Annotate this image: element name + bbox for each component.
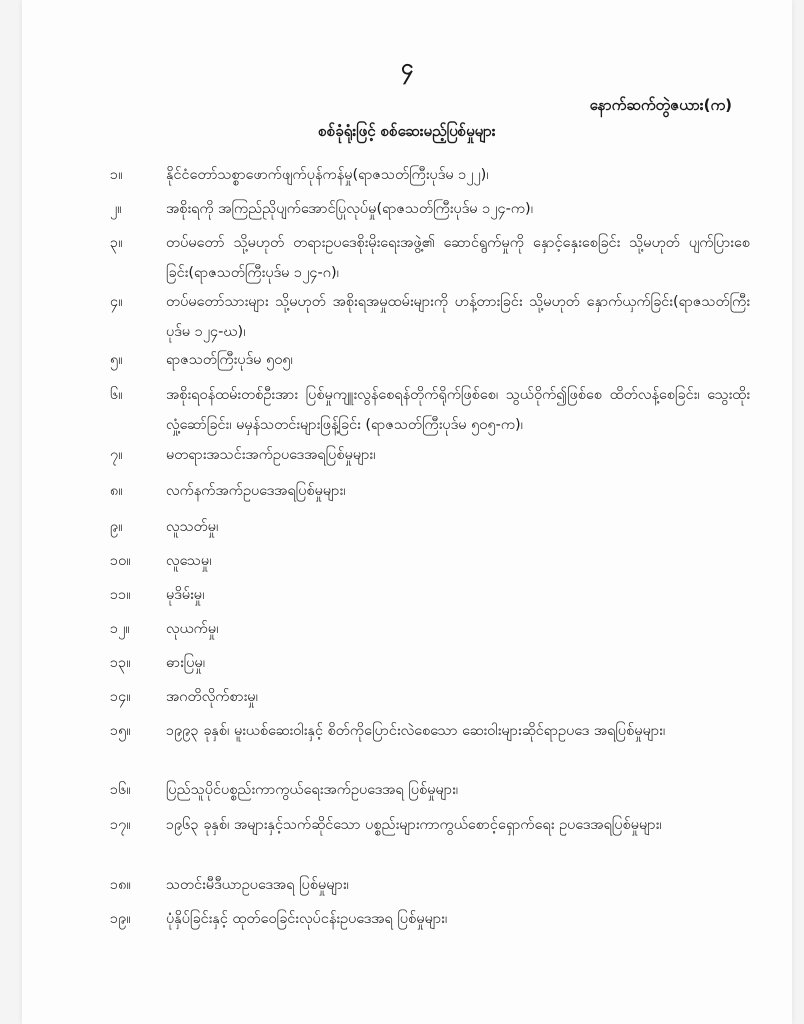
- item-number: ၃။: [110, 235, 123, 251]
- list-item: [110, 810, 750, 840]
- item-number: ၁။: [110, 167, 123, 183]
- list-item: [110, 440, 750, 470]
- item-number: ၈။: [110, 483, 123, 499]
- item-number: ၁၁။: [110, 587, 131, 603]
- item-text: အစိုးရကို အကြည်ညိုပျက်အောင်ပြုလုပ်မှု(ရာဇသတ်ကြီးပုဒ်မ ၁၂၄-က)၊: [166, 201, 534, 217]
- item-text: လက်နက်အက်ဥပဒေအရပြစ်မှုများ၊: [166, 483, 346, 499]
- item-text: ရာဇသတ်ကြီးပုဒ်မ ၅၀၅၊: [166, 352, 293, 368]
- list-item: [110, 380, 750, 440]
- item-number: ၁၅။: [110, 723, 131, 739]
- item-text: မုဒိမ်းမှု၊: [166, 587, 205, 603]
- list-item: [110, 512, 750, 542]
- item-number: ၆။: [110, 387, 123, 403]
- item-text: တပ်မတော်သားများ သို့မဟုတ် အစိုးရအမှုထမ်းများကို ဟန့်တားခြင်း သို့မဟုတ် နှောက်ယှက်ခြင်း(ရာဇသတ်ကြီးပုဒ်မ ၁၂၄-ဃ)၊: [166, 294, 750, 340]
- item-number: ၁၉။: [110, 911, 131, 927]
- item-number: ၅။: [110, 352, 123, 368]
- item-text: လုယက်မှု၊: [166, 621, 219, 637]
- item-text: လူသေမှု၊: [166, 553, 212, 569]
- item-text: ၁၉၆၃ ခုနှစ်၊ အများနှင့်သက်ဆိုင်သော ပစ္စည်းများကာကွယ်စောင့်ရှောက်ရေး ဥပဒေအရပြစ်မှုများ၊: [166, 817, 662, 833]
- item-number: ၁၂။: [110, 621, 130, 637]
- item-text: အစိုးရဝန်ထမ်းတစ်ဦးအား ပြစ်မှုကျူးလွန်စေရန်တိုက်ရိုက်ဖြစ်စေ၊ သွယ်ဝိုက်၍ဖြစ်စေ ထိတ်လန့်စေခြင်း၊ သွေးထိုးလှုံ့ဆော်ခြင်း၊ မမှန်သတင်းများဖြန့်ခြင်း (ရာဇသတ်ကြီးပုဒ်မ ၅၀၅-က)၊: [166, 387, 750, 433]
- item-number: ၁၇။: [110, 817, 131, 833]
- item-number: ၁၆။: [110, 782, 131, 798]
- list-item: [110, 160, 750, 190]
- list-item: [110, 228, 750, 288]
- item-text: ပုံနှိပ်ခြင်းနှင့် ထုတ်ဝေခြင်းလုပ်ငန်းဥပဒေအရ ပြစ်မှုများ၊: [166, 911, 448, 927]
- item-text: လူသတ်မှု၊: [166, 519, 219, 535]
- list-item: [110, 682, 750, 712]
- list-item: [110, 904, 750, 934]
- item-text: မတရားအသင်းအက်ဥပဒေအရပြစ်မှုများ၊: [166, 447, 376, 463]
- item-number: ၄။: [110, 294, 123, 310]
- list-item: [110, 476, 750, 506]
- item-text: နိုင်ငံတော်သစ္စာဖောက်ဖျက်ပုန်ကန်မှု(ရာဇသတ်ကြီးပုဒ်မ ၁၂၂)၊: [166, 167, 489, 183]
- item-text: ဓားပြမှု၊: [166, 655, 206, 671]
- item-number: ၁၀။: [110, 553, 131, 569]
- item-text: ပြည်သူပိုင်ပစ္စည်းကာကွယ်ရေးအက်ဥပဒေအရ ပြစ်မှုများ၊: [166, 782, 459, 798]
- list-item: [110, 716, 750, 746]
- document-page: [22, 0, 792, 1024]
- item-number: ၁၄။: [110, 689, 131, 705]
- annex-label: နောက်ဆက်တွဲဇယား(က): [589, 96, 732, 114]
- list-item: [110, 775, 750, 805]
- page-number: ၄: [400, 55, 414, 80]
- item-number: ၉။: [110, 519, 123, 535]
- list-item: [110, 614, 750, 644]
- document-title: စစ်ခုံရုံးဖြင့် စစ်ဆေးမည့်ပြစ်မှုများ: [318, 122, 496, 140]
- list-item: [110, 870, 750, 900]
- list-item: [110, 194, 750, 224]
- item-text: သတင်းမီဒီယာဥပဒေအရ ပြစ်မှုများ၊: [166, 877, 349, 893]
- item-text: ၁၉၉၃ ခုနှစ်၊ မူးယစ်ဆေးဝါးနှင့် စိတ်ကိုပြောင်းလဲစေသော ဆေးဝါးများဆိုင်ရာဥပဒေ အရပြစ်မှုများ၊: [166, 723, 666, 739]
- item-number: ၇။: [110, 447, 123, 463]
- list-item: [110, 345, 750, 375]
- list-item: [110, 287, 750, 347]
- item-text: တပ်မတော် သို့မဟုတ် တရားဥပဒေစိုးမိုးရေးအဖွဲ့၏ ဆောင်ရွက်မှုကို နှောင့်နှေးစေခြင်း သို့မဟုတ် ပျက်ပြားစေခြင်း(ရာဇသတ်ကြီးပုဒ်မ ၁၂၄-ဂ)၊: [166, 235, 750, 281]
- item-text: အဂတိလိုက်စားမှု၊: [166, 689, 258, 705]
- list-item: [110, 580, 750, 610]
- list-item: [110, 648, 750, 678]
- item-number: ၂။: [110, 201, 122, 217]
- item-number: ၁၃။: [110, 655, 131, 671]
- item-number: ၁၈။: [110, 877, 131, 893]
- list-item: [110, 546, 750, 576]
